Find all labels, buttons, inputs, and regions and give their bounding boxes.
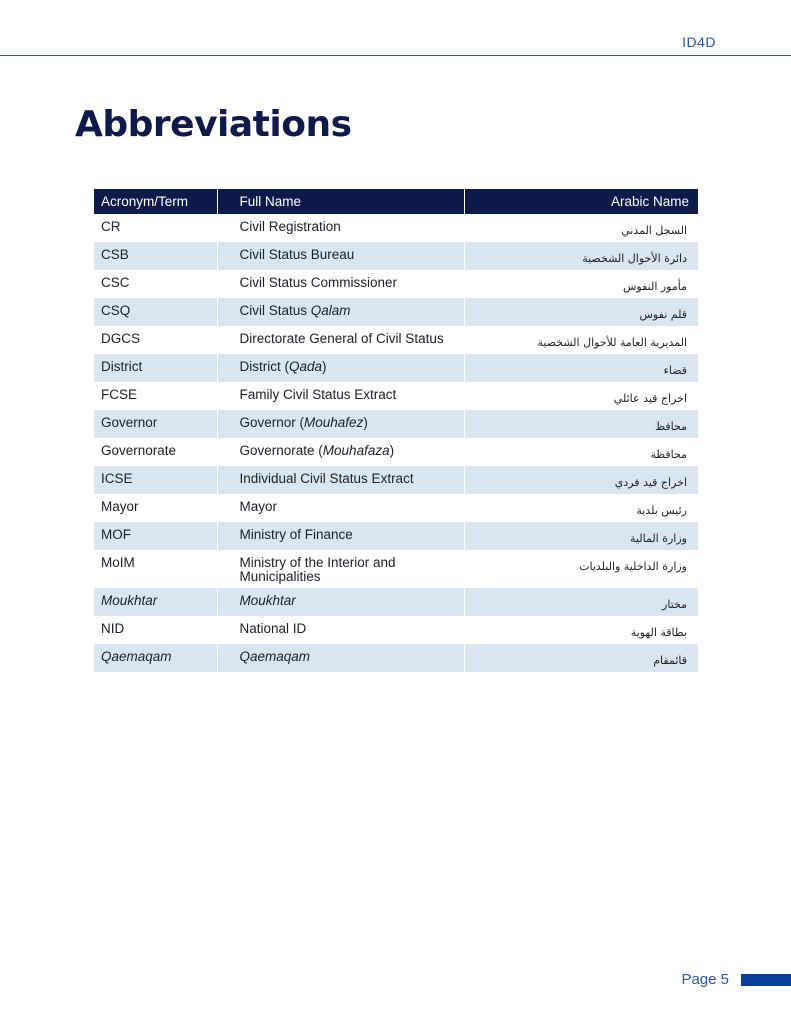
acronym-cell: MoIM — [94, 550, 217, 588]
arabic-name-cell: رئيس بلدية — [464, 494, 698, 522]
full-name-text: Civil Status Commissioner — [239, 275, 398, 290]
full-name-italic-term: Moukhtar — [239, 593, 296, 608]
table-row — [94, 588, 698, 616]
table-row — [94, 616, 698, 644]
acronym-cell: MOF — [94, 522, 217, 550]
full-name-cell — [217, 550, 464, 588]
full-name-cell — [217, 214, 464, 242]
arabic-name-cell: مختار — [464, 588, 698, 616]
full-name-cell — [217, 410, 464, 438]
full-name-text: Civil Status Bureau — [239, 247, 355, 262]
arabic-name-cell: اخراج قيد فردي — [464, 466, 698, 494]
column-header-full-name: Full Name — [217, 189, 464, 214]
acronym-cell: ICSE — [94, 466, 217, 494]
table-row — [94, 326, 698, 354]
abbreviations-table — [94, 189, 698, 672]
header-divider — [0, 55, 791, 56]
full-name-cell — [217, 354, 464, 382]
arabic-name-cell: دائرة الأحوال الشخصية — [464, 242, 698, 270]
acronym-cell: Mayor — [94, 494, 217, 522]
full-name-text: District ( — [239, 359, 289, 374]
acronym-cell: District — [94, 354, 217, 382]
full-name-cell — [217, 644, 464, 672]
full-name-cell — [217, 298, 464, 326]
page-number: Page 5 — [681, 971, 729, 988]
full-name-text: Civil Status — [239, 303, 311, 318]
full-name-italic-term: Mouhafaza — [322, 443, 390, 458]
acronym-cell: Qaemaqam — [94, 644, 217, 672]
full-name-text: National ID — [239, 621, 307, 636]
table-header-row — [94, 189, 698, 214]
column-header-arabic-name: Arabic Name — [464, 189, 698, 214]
table-row — [94, 522, 698, 550]
table-row — [94, 494, 698, 522]
table-row — [94, 298, 698, 326]
full-name-cell — [217, 522, 464, 550]
table-row — [94, 214, 698, 242]
full-name-cell — [217, 242, 464, 270]
full-name-cell — [217, 466, 464, 494]
page-title: Abbreviations — [75, 104, 352, 145]
full-name-text: Ministry of the Interior and Municipalities — [239, 555, 396, 584]
arabic-name-cell: قلم نفوس — [464, 298, 698, 326]
arabic-name-cell: المديرية العامة للأحوال الشخصية — [464, 326, 698, 354]
arabic-name-cell: محافظة — [464, 438, 698, 466]
full-name-text: Family Civil Status Extract — [239, 387, 397, 402]
acronym-cell: CSC — [94, 270, 217, 298]
full-name-text: Directorate General of Civil Status — [239, 331, 444, 346]
acronym-cell: FCSE — [94, 382, 217, 410]
full-name-italic-term: Qada — [289, 359, 323, 374]
arabic-name-cell: بطاقة الهوية — [464, 616, 698, 644]
full-name-text: ) — [363, 415, 368, 430]
acronym-cell: CSB — [94, 242, 217, 270]
table-row — [94, 410, 698, 438]
full-name-cell — [217, 326, 464, 354]
arabic-name-cell: وزارة المالية — [464, 522, 698, 550]
full-name-text: Governor ( — [239, 415, 305, 430]
table-row — [94, 242, 698, 270]
acronym-cell: Governorate — [94, 438, 217, 466]
acronym-cell: Moukhtar — [94, 588, 217, 616]
arabic-name-cell: محافظ — [464, 410, 698, 438]
acronym-cell: CSQ — [94, 298, 217, 326]
full-name-italic-term: Qalam — [310, 303, 351, 318]
arabic-name-cell: السجل المدني — [464, 214, 698, 242]
table-row — [94, 382, 698, 410]
full-name-cell — [217, 616, 464, 644]
acronym-cell: Governor — [94, 410, 217, 438]
arabic-name-cell: مأمور النفوس — [464, 270, 698, 298]
full-name-text: Individual Civil Status Extract — [239, 471, 414, 486]
full-name-cell — [217, 270, 464, 298]
table-row — [94, 354, 698, 382]
arabic-name-cell: قائمقام — [464, 644, 698, 672]
arabic-name-cell: اخراج قيد عائلي — [464, 382, 698, 410]
footer-accent-bar — [741, 974, 791, 986]
document-header-label: ID4D — [682, 34, 716, 50]
column-header-acronym: Acronym/Term — [94, 189, 217, 214]
acronym-cell: CR — [94, 214, 217, 242]
full-name-text: ) — [389, 443, 395, 458]
acronym-cell: NID — [94, 616, 217, 644]
full-name-text: Ministry of Finance — [239, 527, 353, 542]
full-name-text: ) — [322, 359, 327, 374]
full-name-text: Civil Registration — [239, 219, 341, 234]
table-row — [94, 438, 698, 466]
full-name-cell — [217, 382, 464, 410]
full-name-cell — [217, 438, 464, 466]
table-row — [94, 270, 698, 298]
full-name-cell — [217, 588, 464, 616]
full-name-text: Mayor — [239, 499, 278, 514]
full-name-text: Governorate ( — [239, 443, 323, 458]
full-name-italic-term: Qaemaqam — [239, 649, 311, 664]
table-row — [94, 466, 698, 494]
acronym-cell: DGCS — [94, 326, 217, 354]
arabic-name-cell: قضاء — [464, 354, 698, 382]
full-name-cell — [217, 494, 464, 522]
arabic-name-cell: وزارة الداخلية والبلديات — [464, 550, 698, 588]
table-row — [94, 644, 698, 672]
table-row — [94, 550, 698, 588]
table-body — [94, 214, 698, 672]
full-name-italic-term: Mouhafez — [304, 415, 364, 430]
